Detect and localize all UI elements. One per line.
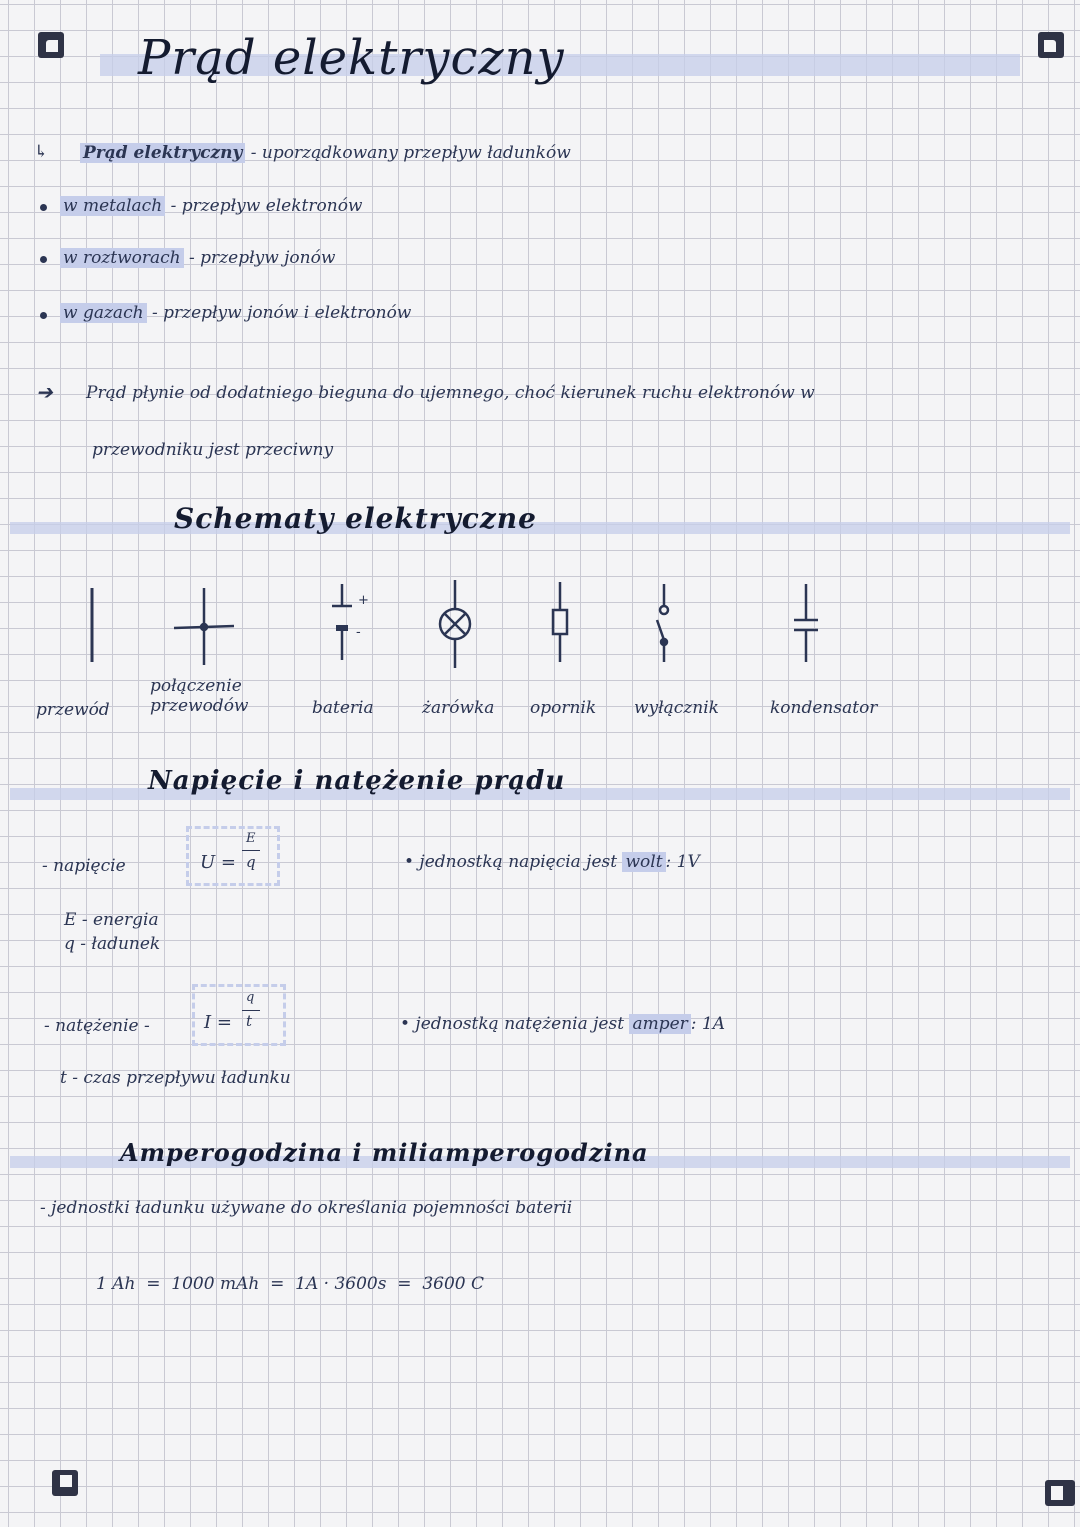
fraction-bar [242,850,260,851]
capacitor-symbol-icon [794,584,818,662]
schematic-label-wire: przewód [36,700,110,720]
voltage-unit-name: wolt [622,852,665,872]
bullet-place: w metalach [60,196,165,216]
direction-note-line1: Prąd płynie od dodatniego bieguna do ujemnego, choć kierunek ruchu elektronów w [86,383,815,403]
current-unit-symbol: : 1A [690,1014,725,1034]
current-label: - natężenie - [44,1016,150,1036]
amp-hours-equation: 1 Ah = 1000 mAh = 1A · 3600s = 3600 C [96,1274,485,1294]
voltage-label: - napięcie [42,856,126,876]
corner-mark-icon [1038,32,1064,58]
bullet-place: w roztworach [60,248,184,268]
corner-mark-icon [38,32,64,58]
bullet-desc: - przepływ elektronów [170,196,363,216]
intro-line [80,143,571,163]
schematic-label-junction: połączenie przewodów [150,676,249,716]
schematic-label-bulb: żarówka [422,698,495,718]
voltage-unit-line [404,852,700,872]
switch-symbol-icon [657,584,668,662]
arrow-icon: ↳ [34,142,49,162]
voltage-formula-num: E [246,831,256,846]
bullet-desc: - przepływ jonów i elektronów [151,303,412,323]
battery-symbol-icon [332,584,352,660]
schematic-label-capacitor: kondensator [770,698,878,718]
voltage-unit-note: • jednostką napięcia jest [404,852,618,872]
resistor-symbol-icon [553,582,567,662]
schematics-heading: Schematy elektryczne [174,502,537,535]
bullet-dot [40,256,47,263]
voltage-current-heading: Napięcie i natężenie prądu [148,766,566,796]
legend-charge: q - ładunek [64,934,161,954]
direction-note-line2: przewodniku jest przeciwny [92,440,334,460]
legend-time: t - czas przepływu ładunku [60,1068,291,1088]
amp-hours-note: - jednostki ładunku używane do określania pojemności baterii [40,1198,573,1218]
current-unit-name: amper [629,1014,690,1034]
current-formula-lhs: I = [204,1012,232,1033]
schematic-symbols [0,570,1080,680]
voltage-unit-symbol: : 1V [665,852,700,872]
current-formula-num: q [246,990,255,1005]
corner-mark-icon [1045,1480,1075,1506]
arrow-icon: ➔ [36,380,53,404]
fraction-bar [242,1010,260,1011]
bullet-desc: - przepływ jonów [189,248,336,268]
current-unit-note: • jednostką natężenia jest [400,1014,625,1034]
bullet-dot [40,312,47,319]
legend-energy: E - energia [64,910,159,930]
schematic-label-battery: bateria [312,698,374,718]
current-unit-line [400,1014,725,1034]
page-title: Prąd elektryczny [138,30,565,86]
schematic-label-resistor: opornik [530,698,597,718]
voltage-formula-den: q [246,853,256,871]
bullet-item [60,303,411,323]
amp-hours-heading: Amperogodzina i miliamperogodzina [120,1138,649,1167]
bulb-symbol-icon [440,580,470,668]
bullet-place: w gazach [60,303,147,323]
current-formula-den: t [246,1012,253,1030]
voltage-formula-lhs: U = [200,852,236,873]
intro-term: Prąd elektryczny [80,143,245,163]
battery-plus-sign: + [358,593,369,608]
intro-definition: - uporządkowany przepływ ładunków [250,143,571,163]
bullet-item [60,248,335,268]
schematic-label-switch: wyłącznik [634,698,719,718]
bullet-item [60,196,362,216]
battery-minus-sign: - [356,625,361,640]
section-band [10,522,1070,534]
corner-mark-icon [52,1470,78,1496]
bullet-dot [40,204,47,211]
junction-symbol-icon [174,588,234,665]
